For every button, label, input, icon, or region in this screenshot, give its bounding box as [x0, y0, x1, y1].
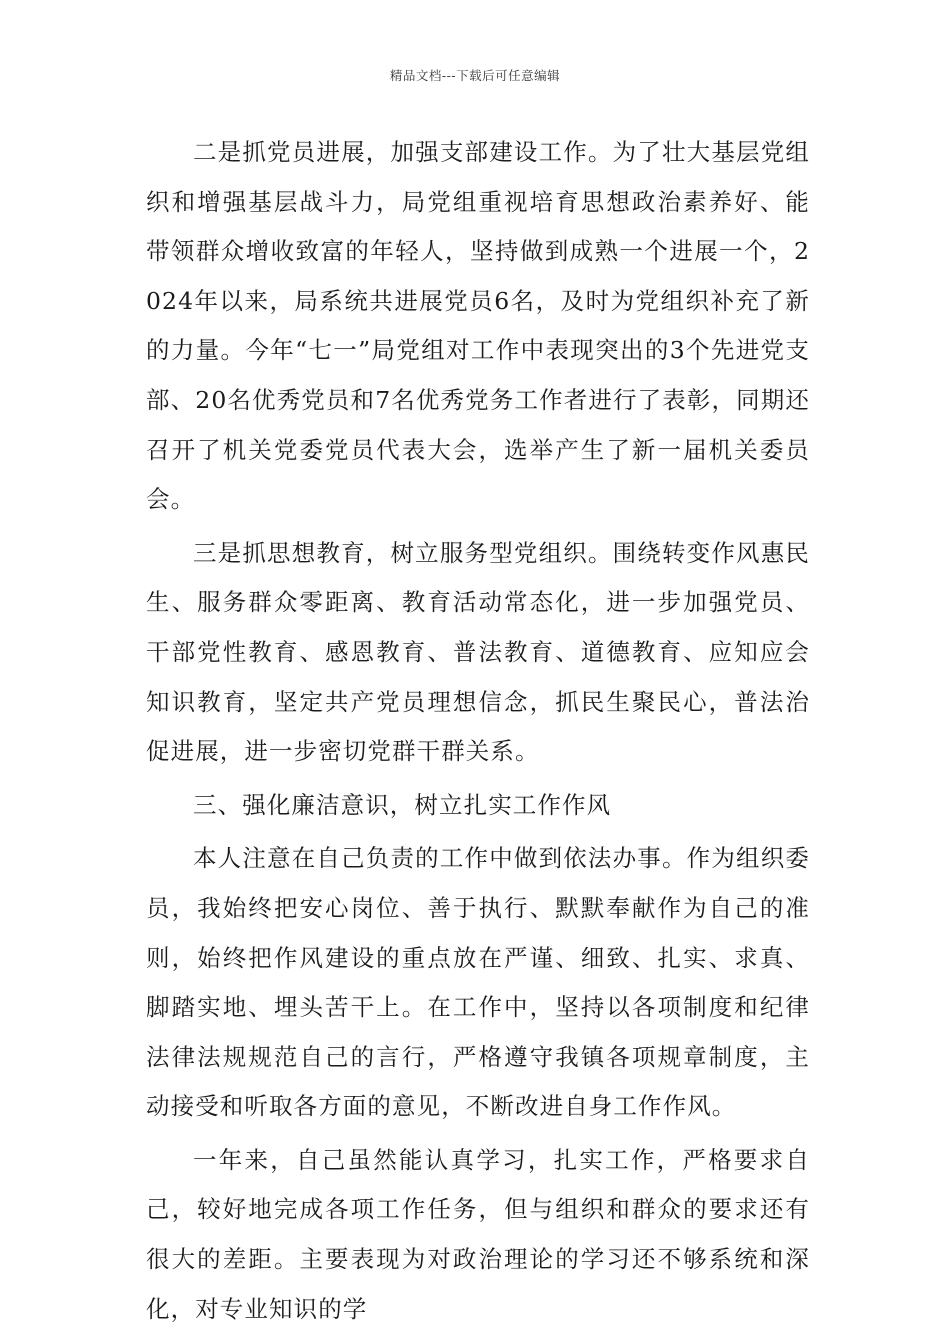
paragraph-ideological-education: 三是抓思想教育，树立服务型党组织。围绕转变作风惠民生、服务群众零距离、教育活动常态化，进一步加强党员、干部党性教育、感恩教育、普法教育、道德教育、应知应会知识教育，坚定共产党员理想信念，抓民生聚民心，普法治促进展，进一步密切党群干群关系。 [146, 538, 810, 766]
paragraph-party-member-development: 二是抓党员进展，加强支部建设工作。为了壮大基层党组织和增强基层战斗力，局党组重视培育思想政治素养好、能带领群众增收致富的年轻人，坚持做到成熟一个进展一个，2024年以来，局系统共进展党员6名，及时为党组织补充了新的力量。今年“七一”局党组对工作中表现突出的3个先进党支部、20名优秀党员和7名优秀党务工作者进行了表彰，同期还召开了机关党委党员代表大会，选举产生了新一届机关委员会。 [146, 138, 810, 514]
page-header: 精品文档---下载后可任意编辑 [389, 68, 561, 83]
section-heading-integrity: 三、强化廉洁意识，树立扎实工作作风 [193, 790, 612, 819]
paragraph-self-assessment: 一年来，自己虽然能认真学习，扎实工作，严格要求自己，较好地完成各项工作任务，但与组织和群众的要求还有很大的差距。主要表现为对政治理论的学习还不够系统和深化，对专业知识的学 [146, 1145, 810, 1323]
document-body [146, 128, 810, 1338]
paragraph-work-style: 本人注意在自己负责的工作中做到依法办事。作为组织委员，我始终把安心岗位、善于执行、默默奉献作为自己的准则，始终把作风建设的重点放在严谨、细致、扎实、求真、脚踏实地、埋头苦干上。在工作中，坚持以各项制度和纪律法律法规规范自己的言行，严格遵守我镇各项规章制度，主动接受和听取各方面的意见，不断改进自身工作作风。 [146, 844, 810, 1121]
